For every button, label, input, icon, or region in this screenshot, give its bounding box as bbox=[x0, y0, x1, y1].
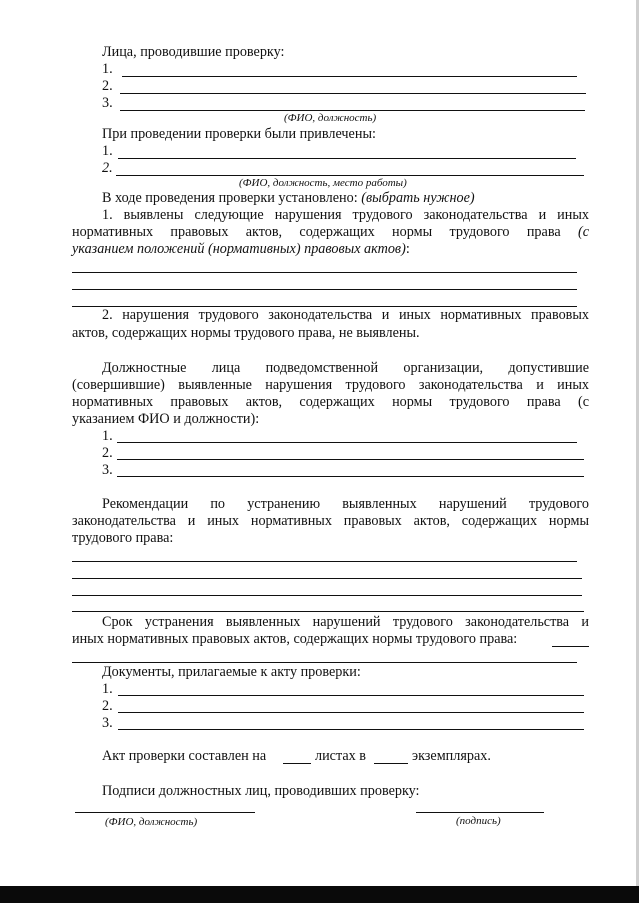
violations-found-line-3-colon: : bbox=[405, 241, 410, 257]
recommendations-line-2: законодательства и иных нормативных правовых актов, содержащих нормы bbox=[72, 513, 589, 529]
signature-name-caption: (ФИО, должность) bbox=[105, 816, 198, 828]
attachment-line-2[interactable] bbox=[118, 712, 584, 713]
findings-heading-text: В ходе проведения проверки установлено: bbox=[102, 190, 358, 206]
signatures-heading: Подписи должностных лиц, проводивших проверку: bbox=[102, 783, 420, 799]
inspector-line-2[interactable] bbox=[120, 93, 586, 94]
attachments-heading: Документы, прилагаемые к акту проверки: bbox=[102, 664, 361, 680]
deadline-answer-line[interactable] bbox=[72, 662, 577, 663]
violations-found-line-3 bbox=[72, 241, 410, 258]
recommendations-answer-line-1[interactable] bbox=[72, 561, 577, 562]
involved-line-2[interactable] bbox=[116, 175, 584, 176]
act-pages-text-c: экземплярах. bbox=[412, 748, 491, 764]
violations-found-line-2-text: нормативных правовых актов, содержащих нормы трудового права bbox=[72, 224, 561, 240]
signature-line[interactable] bbox=[416, 812, 544, 813]
scan-bottom-border bbox=[0, 886, 639, 903]
inspector-item-3-number: 3. bbox=[102, 95, 113, 111]
attachment-line-1[interactable] bbox=[118, 695, 584, 696]
involved-heading: При проведении проверки были привлечены: bbox=[102, 126, 376, 142]
inspectors-heading: Лица, проводившие проверку: bbox=[102, 44, 285, 60]
act-pages-text-a: Акт проверки составлен на bbox=[102, 748, 267, 764]
recommendations-answer-line-3[interactable] bbox=[72, 595, 582, 596]
inspector-item-2-number: 2. bbox=[102, 78, 113, 94]
signature-caption: (подпись) bbox=[456, 815, 501, 827]
findings-heading bbox=[102, 190, 475, 207]
involved-line-1[interactable] bbox=[118, 158, 576, 159]
no-violations-line-2: актов, содержащих нормы трудового права, не выявлены. bbox=[72, 325, 420, 341]
involved-item-2-number: 2. bbox=[102, 160, 113, 176]
recommendations-line-3: трудового права: bbox=[72, 530, 174, 546]
attachment-item-2-number: 2. bbox=[102, 698, 113, 714]
deadline-inline-line[interactable] bbox=[552, 646, 589, 647]
findings-heading-note: (выбрать нужное) bbox=[361, 190, 475, 206]
deadline-line-2: иных нормативных правовых актов, содержащих нормы трудового права: bbox=[72, 631, 518, 647]
act-copies-count-line[interactable] bbox=[374, 763, 408, 764]
no-violations-line-1: 2. нарушения трудового законодательства и иных нормативных правовых bbox=[102, 307, 589, 323]
inspector-line-3[interactable] bbox=[120, 110, 585, 111]
officials-text-line-2: (совершившие) выявленные нарушения трудового законодательства и иных bbox=[72, 377, 589, 393]
violations-line-2[interactable] bbox=[72, 289, 577, 290]
attachment-item-1-number: 1. bbox=[102, 681, 113, 697]
inspector-item-1-number: 1. bbox=[102, 61, 113, 77]
officials-text-line-4: указанием ФИО и должности): bbox=[72, 411, 260, 427]
signature-name-line[interactable] bbox=[75, 812, 255, 813]
recommendations-answer-line-4[interactable] bbox=[72, 611, 584, 612]
recommendations-answer-line-2[interactable] bbox=[72, 578, 582, 579]
violations-found-line-3-italic: указанием положений (нормативных) правовых актов) bbox=[72, 241, 406, 257]
attachment-line-3[interactable] bbox=[118, 729, 584, 730]
recommendations-line-1: Рекомендации по устранению выявленных нарушений трудового bbox=[102, 496, 589, 512]
deadline-line-1: Срок устранения выявленных нарушений трудового законодательства и bbox=[102, 614, 589, 630]
inspectors-caption: (ФИО, должность) bbox=[284, 112, 377, 124]
involved-item-1-number: 1. bbox=[102, 143, 113, 159]
act-pages-text-b: листах в bbox=[315, 748, 366, 764]
involved-caption: (ФИО, должность, место работы) bbox=[239, 177, 407, 189]
official-item-1-number: 1. bbox=[102, 428, 113, 444]
violations-found-line-1: 1. выявлены следующие нарушения трудового законодательства и иных bbox=[102, 207, 589, 223]
officials-text-line-1: Должностные лица подведомственной организации, допустившие bbox=[102, 360, 589, 376]
violations-line-1[interactable] bbox=[72, 272, 577, 273]
attachment-item-3-number: 3. bbox=[102, 715, 113, 731]
violations-found-line-2 bbox=[72, 224, 589, 241]
official-item-2-number: 2. bbox=[102, 445, 113, 461]
official-line-1[interactable] bbox=[117, 442, 577, 443]
inspector-line-1[interactable] bbox=[122, 76, 577, 77]
official-item-3-number: 3. bbox=[102, 462, 113, 478]
official-line-3[interactable] bbox=[117, 476, 584, 477]
violations-found-line-2-paren: (с bbox=[577, 224, 589, 240]
act-pages-count-line[interactable] bbox=[283, 763, 311, 764]
official-line-2[interactable] bbox=[117, 459, 584, 460]
officials-text-line-3: нормативных правовых актов, содержащих нормы трудового права (с bbox=[72, 394, 589, 410]
